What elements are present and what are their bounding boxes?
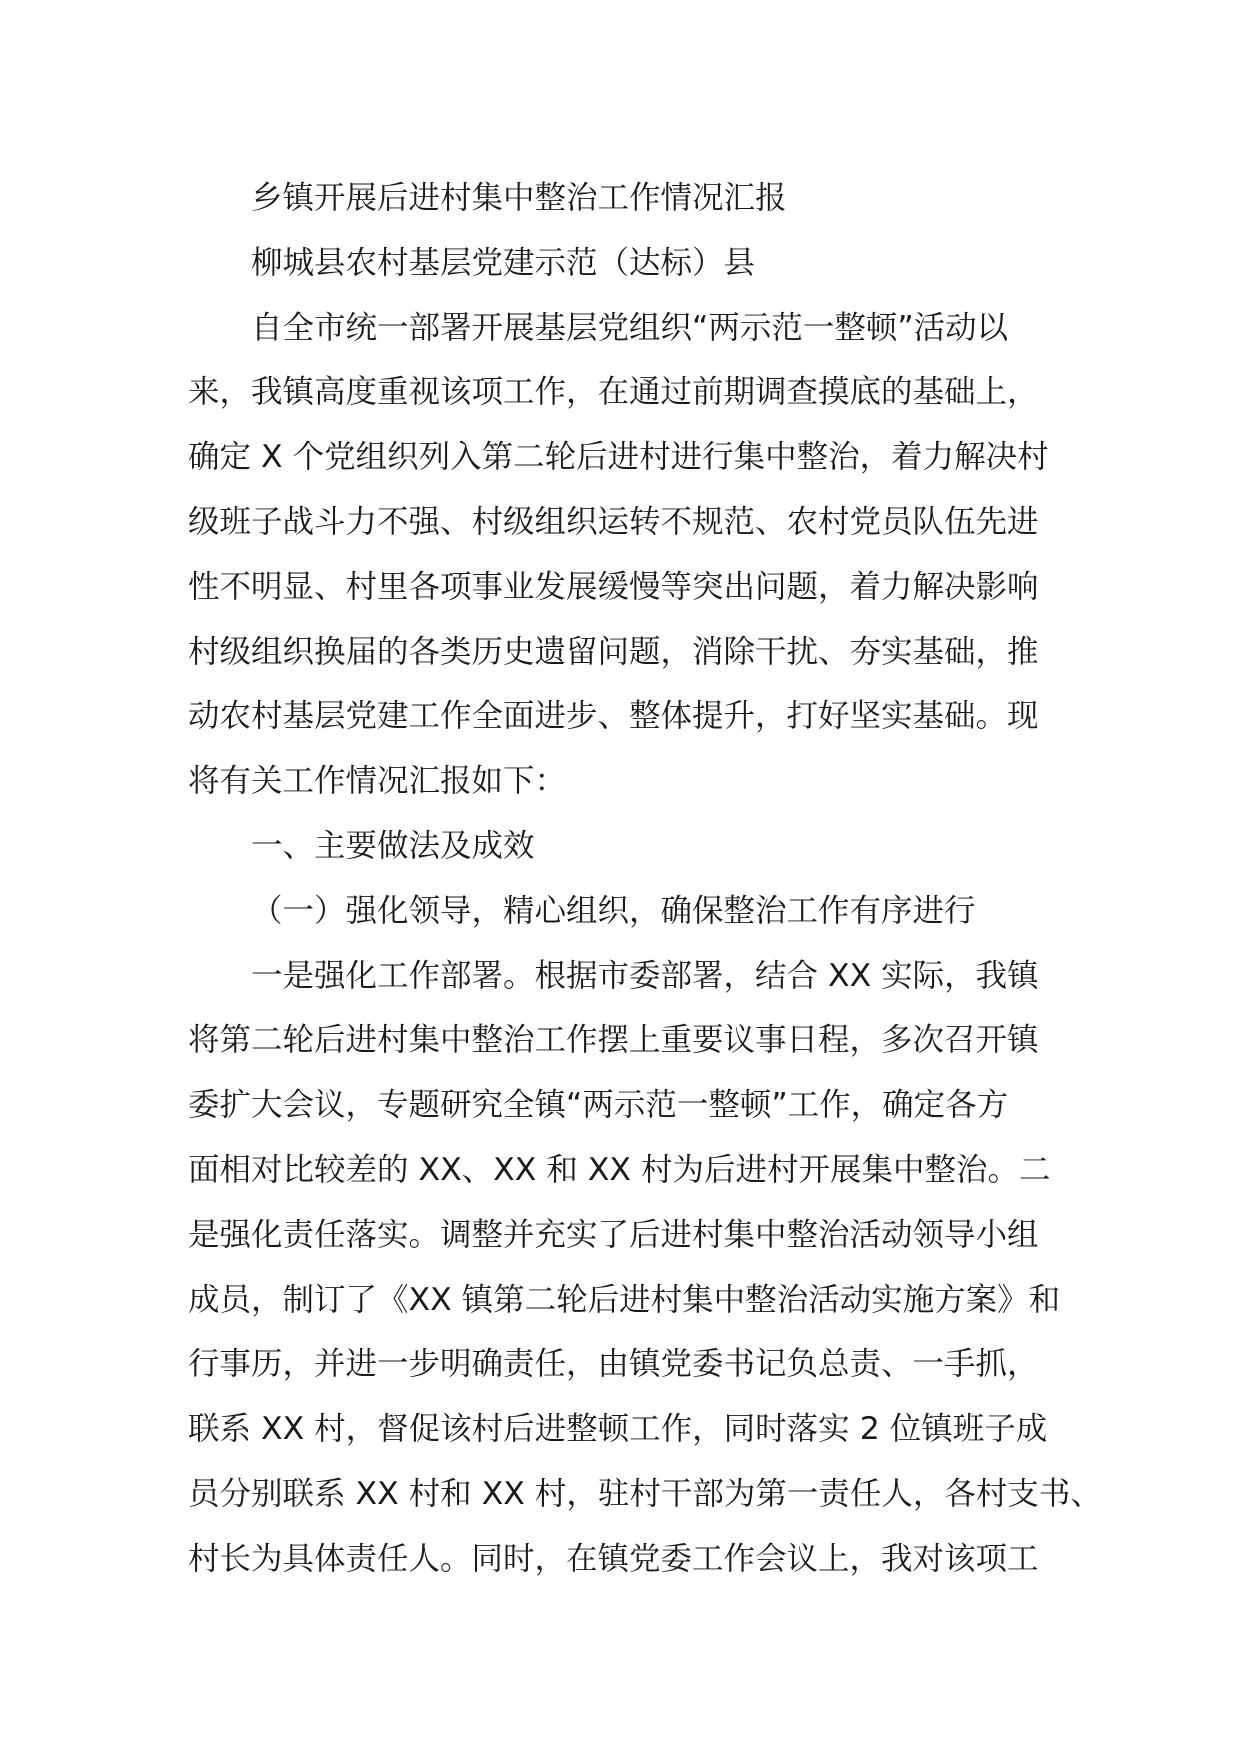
subsection-heading: （一）强化领导，精心组织，确保整治工作有序进行 [251, 892, 976, 929]
paragraph-line: 将有关工作情况汇报如下： [188, 763, 567, 800]
paragraph-line: 动农村基层党建工作全面进步、整体提升，打好坚实基础。现 [188, 698, 1039, 735]
document-body [188, 166, 1102, 1592]
paragraph-line: 面相对比较差的 XX、XX 和 XX 村为后进村开展集中整治。二 [188, 1151, 1051, 1188]
paragraph-line: 联系 XX 村，督促该村后进整顿工作，同时落实 2 位镇班子成 [188, 1411, 1048, 1448]
paragraph-line: 确定 X 个党组织列入第二轮后进村进行集中整治，着力解决村 [188, 439, 1049, 476]
paragraph-line: 成员，制订了《XX 镇第二轮后进村集中整治活动实施方案》和 [188, 1281, 1061, 1318]
paragraph-line: 员分别联系 XX 村和 XX 村，驻村干部为第一责任人，各村支书、 [188, 1475, 1102, 1512]
document-subtitle: 柳城县农村基层党建示范（达标）县 [251, 244, 756, 281]
paragraph-line: 自全市统一部署开展基层党组织“两示范一整顿”活动以 [251, 309, 1009, 346]
section-heading: 一、主要做法及成效 [251, 827, 535, 864]
paragraph-line: 是强化责任落实。调整并充实了后进村集中整治活动领导小组 [188, 1216, 1039, 1253]
paragraph-line: 级班子战斗力不强、村级组织运转不规范、农村党员队伍先进 [188, 503, 1039, 540]
body-paragraph [188, 944, 1102, 1592]
paragraph-line: 一是强化工作部署。根据市委部署，结合 XX 实际，我镇 [251, 957, 1039, 994]
paragraph-line: 来，我镇高度重视该项工作，在通过前期调查摸底的基础上， [188, 374, 1039, 411]
paragraph-line: 性不明显、村里各项事业发展缓慢等突出问题，着力解决影响 [188, 568, 1039, 605]
paragraph-line: 委扩大会议，专题研究全镇“两示范一整顿”工作，确定各方 [188, 1087, 1009, 1124]
paragraph-line: 行事历，并进一步明确责任，由镇党委书记负总责、一手抓， [188, 1346, 1039, 1383]
paragraph-line: 村长为具体责任人。同时，在镇党委工作会议上，我对该项工 [188, 1540, 1039, 1577]
paragraph-line: 将第二轮后进村集中整治工作摆上重要议事日程，多次召开镇 [188, 1022, 1039, 1059]
intro-paragraph [188, 296, 1060, 814]
document-title: 乡镇开展后进村集中整治工作情况汇报 [251, 180, 787, 216]
paragraph-line: 村级组织换届的各类历史遗留问题，消除干扰、夯实基础，推 [188, 633, 1039, 670]
